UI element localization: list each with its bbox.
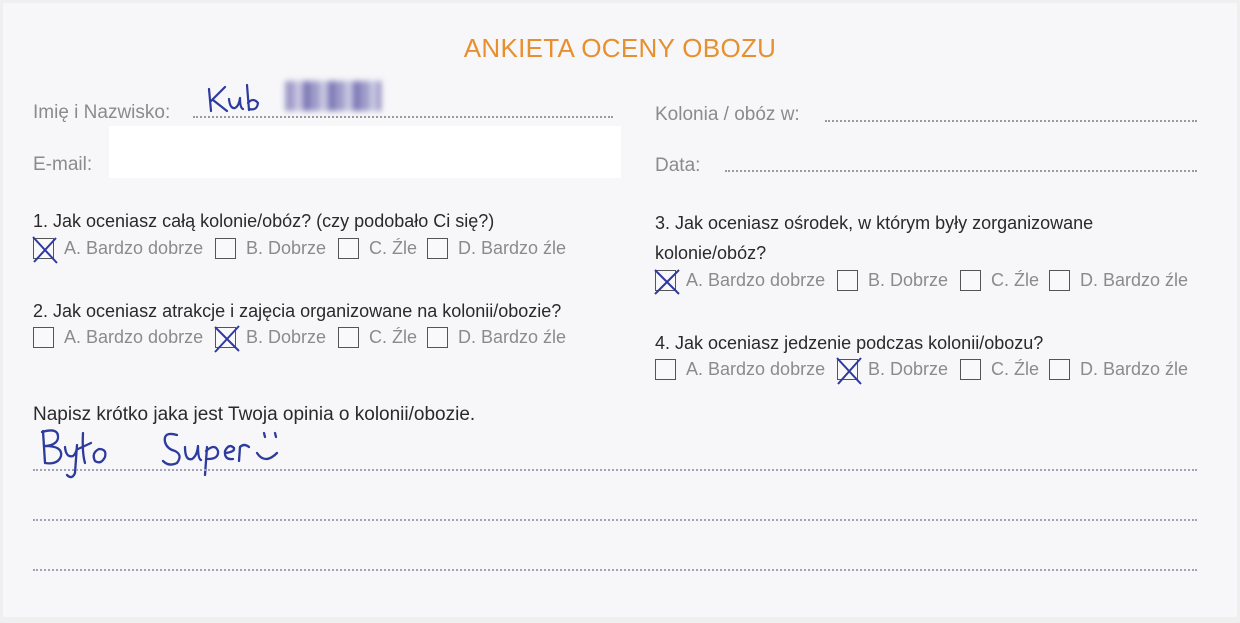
question-1: 1. Jak oceniasz całą kolonie/obóz? (czy podobało Ci się?) [33,211,495,231]
q3-option-d[interactable] [1049,270,1188,291]
option-label: B. Dobrze [868,359,949,379]
opinion-line-2[interactable] [33,519,1197,521]
handwritten-name [203,81,273,126]
q1-option-c[interactable] [338,238,417,259]
q3-checkbox-a-checked[interactable] [655,270,676,291]
email-label: E-mail: [33,154,93,175]
q3-option-a[interactable] [655,270,825,291]
option-label: A. Bardzo dobrze [64,327,204,347]
question-3-line-2: kolonie/obóz? [655,243,767,263]
redacted-surname [285,81,381,111]
q4-option-c[interactable] [960,359,1039,380]
handwritten-opinion [35,423,305,490]
option-label: A. Bardzo dobrze [686,359,826,379]
q2-checkbox-c[interactable] [338,327,359,348]
option-label: C. Źle [369,327,418,347]
q1-checkbox-a-checked[interactable] [33,238,54,259]
q2-option-b[interactable] [215,327,326,348]
option-label: B. Dobrze [246,238,327,258]
option-label: D. Bardzo źle [458,327,567,347]
question-3-line-1: 3. Jak oceniasz ośrodek, w którym były zorganizowane [655,213,1094,233]
q4-option-b[interactable] [837,359,948,380]
q4-option-a[interactable] [655,359,825,380]
option-label: D. Bardzo źle [1080,359,1189,379]
q1-option-b[interactable] [215,238,326,259]
q4-option-d[interactable] [1049,359,1188,380]
q3-option-c[interactable] [960,270,1039,291]
option-label: D. Bardzo źle [1080,270,1189,290]
q4-checkbox-a[interactable] [655,359,676,380]
option-label: B. Dobrze [246,327,327,347]
q4-checkbox-b-checked[interactable] [837,359,858,380]
q2-option-c[interactable] [338,327,417,348]
redacted-email [109,126,621,178]
q2-option-d[interactable] [427,327,566,348]
q2-checkbox-a[interactable] [33,327,54,348]
q3-checkbox-d[interactable] [1049,270,1070,291]
option-label: C. Źle [991,359,1040,379]
opinion-line-1[interactable] [33,469,1197,471]
option-label: C. Źle [991,270,1040,290]
question-4: 4. Jak oceniasz jedzenie podczas kolonii/obozu? [655,333,1044,353]
name-label: Imię i Nazwisko: [33,102,171,123]
date-line[interactable] [725,170,1197,172]
q3-checkbox-c[interactable] [960,270,981,291]
opinion-line-3[interactable] [33,569,1197,571]
q1-option-d[interactable] [427,238,566,259]
form-title: ANKIETA OCENY OBOZU [463,33,777,63]
q1-checkbox-c[interactable] [338,238,359,259]
q3-option-b[interactable] [837,270,948,291]
camp-label: Kolonia / obóz w: [655,104,800,125]
camp-line[interactable] [825,120,1197,122]
q3-checkbox-b[interactable] [837,270,858,291]
opinion-label: Napisz krótko jaka jest Twoja opinia o kolonii/obozie. [33,404,476,425]
q4-checkbox-d[interactable] [1049,359,1070,380]
option-label: C. Źle [369,238,418,258]
q2-checkbox-b-checked[interactable] [215,327,236,348]
option-label: A. Bardzo dobrze [686,270,826,290]
option-label: B. Dobrze [868,270,949,290]
q1-checkbox-d[interactable] [427,238,448,259]
q1-checkbox-b[interactable] [215,238,236,259]
question-2: 2. Jak oceniasz atrakcje i zajęcia organizowane na kolonii/obozie? [33,301,562,321]
q4-checkbox-c[interactable] [960,359,981,380]
q2-checkbox-d[interactable] [427,327,448,348]
survey-form [3,3,1237,617]
option-label: D. Bardzo źle [458,238,567,258]
q2-option-a[interactable] [33,327,203,348]
date-label: Data: [655,155,701,176]
q1-option-a[interactable] [33,238,203,259]
option-label: A. Bardzo dobrze [64,238,204,258]
